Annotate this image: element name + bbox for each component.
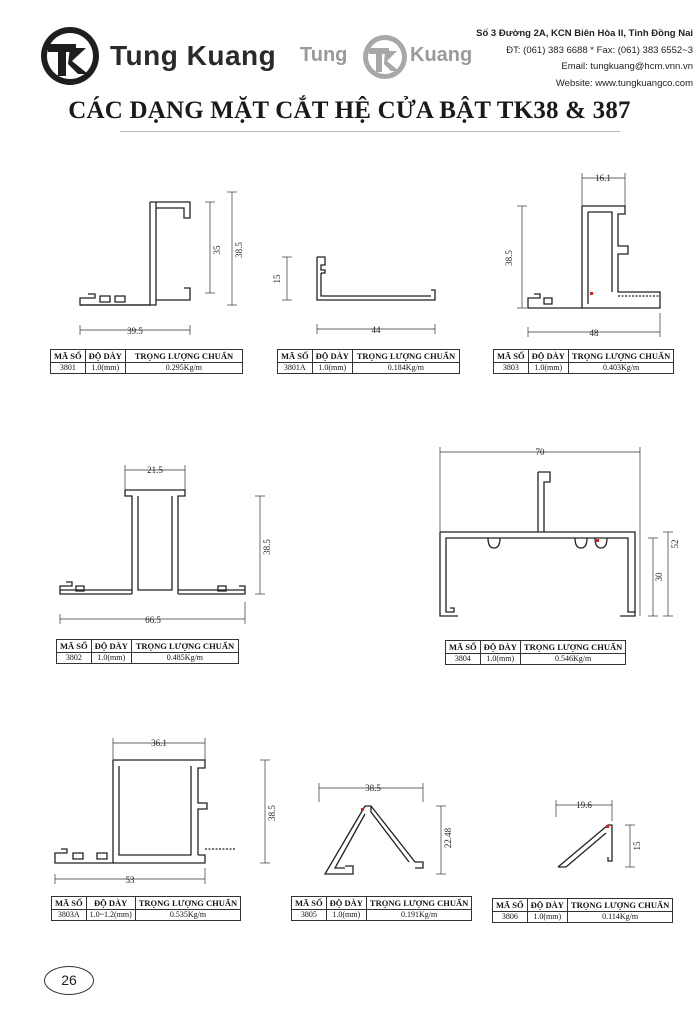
brand-name: Tung Kuang	[110, 40, 277, 71]
header-code: MÃ SỐ	[57, 640, 92, 653]
thickness-3802: 1.0(mm)	[91, 653, 131, 664]
code-3803a: 3803A	[52, 910, 87, 921]
profile-3805-drawing	[305, 778, 465, 893]
header-code: MÃ SỐ	[493, 899, 528, 912]
spec-table-3802	[56, 639, 239, 664]
company-email: Email: tungkuang@hcm.vnn.vn	[561, 61, 693, 72]
company-phone-fax: ĐT: (061) 383 6688 * Fax: (061) 383 6552~3	[506, 44, 693, 56]
header-code: MÃ SỐ	[278, 350, 313, 363]
spec-table-3805	[291, 896, 472, 921]
spec-table-3801	[50, 349, 243, 374]
spec-table-3801a	[277, 349, 460, 374]
dim-3806-height: 15	[632, 841, 642, 851]
watermark-right-text: Kuang	[410, 44, 473, 66]
code-3803: 3803	[494, 363, 529, 374]
code-3804: 3804	[446, 654, 481, 665]
header-weight: TRỌNG LƯỢNG CHUẨN	[366, 897, 471, 910]
profile-3801-drawing	[70, 190, 250, 340]
dim-3802-top-width: 21.5	[147, 465, 163, 475]
weight-3803: 0.403Kg/m	[568, 363, 673, 374]
dim-3802-height: 38.5	[262, 539, 272, 555]
profile-3802-drawing	[50, 462, 275, 632]
weight-3804: 0.546Kg/m	[520, 654, 625, 665]
header-weight: TRỌNG LƯỢNG CHUẨN	[352, 350, 459, 363]
dim-3805-height: 22.48	[443, 827, 453, 849]
dim-3804-total-height: 52	[670, 539, 680, 549]
thickness-3801a: 1.0(mm)	[312, 363, 352, 374]
thickness-3803a: 1.0~1.2(mm)	[86, 910, 135, 921]
thickness-3805: 1.0(mm)	[326, 910, 366, 921]
profile-3803-drawing	[500, 168, 680, 343]
spec-table-3803a	[51, 896, 241, 921]
thickness-3803: 1.0(mm)	[528, 363, 568, 374]
tk-watermark-icon	[362, 34, 408, 80]
watermark-left-text: Tung	[300, 44, 348, 66]
profile-3803a-drawing	[45, 733, 285, 893]
header-thickness: ĐỘ DÀY	[480, 641, 520, 654]
dim-3804-height: 30	[654, 572, 664, 582]
header-thickness: ĐỘ DÀY	[85, 350, 125, 363]
dim-3802-width: 66.5	[145, 615, 161, 625]
weight-3803a: 0.535Kg/m	[135, 910, 240, 921]
company-website: Website: www.tungkuangco.com	[555, 77, 693, 89]
header-code: MÃ SỐ	[292, 897, 327, 910]
code-3802: 3802	[57, 653, 92, 664]
dim-3801-total-height: 38.5	[234, 242, 244, 258]
profile-3801a-drawing	[272, 245, 450, 345]
header-weight: TRỌNG LƯỢNG CHUẨN	[131, 640, 238, 653]
tk-logo-icon	[40, 26, 100, 86]
dim-3803-width: 48	[589, 328, 599, 338]
weight-3806: 0.114Kg/m	[567, 912, 672, 923]
weight-3801a: 0.184Kg/m	[352, 363, 459, 374]
header-weight: TRỌNG LƯỢNG CHUẨN	[567, 899, 672, 912]
header-thickness: ĐỘ DÀY	[527, 899, 567, 912]
header-code: MÃ SỐ	[52, 897, 87, 910]
header-code: MÃ SỐ	[51, 350, 86, 363]
weight-3801: 0.295Kg/m	[125, 363, 242, 374]
header-thickness: ĐỘ DÀY	[528, 350, 568, 363]
code-3801: 3801	[51, 363, 86, 374]
header-weight: TRỌNG LƯỢNG CHUẨN	[520, 641, 625, 654]
dim-3803a-height: 38.5	[267, 805, 277, 821]
code-3806: 3806	[493, 912, 528, 923]
header-thickness: ĐỘ DÀY	[91, 640, 131, 653]
header-code: MÃ SỐ	[494, 350, 529, 363]
weight-3805: 0.191Kg/m	[366, 910, 471, 921]
dim-3803a-top-width: 36.1	[151, 738, 167, 748]
dim-3806-width: 19.6	[576, 800, 592, 810]
header-weight: TRỌNG LƯỢNG CHUẨN	[125, 350, 242, 363]
company-address: Số 3 Đường 2A, KCN Biên Hòa II, Tỉnh Đồng Nai	[476, 28, 693, 39]
header-thickness: ĐỘ DÀY	[86, 897, 135, 910]
profile-3806-drawing	[540, 795, 690, 895]
header-code: MÃ SỐ	[446, 641, 481, 654]
header-thickness: ĐỘ DÀY	[326, 897, 366, 910]
dim-3801-width: 39.5	[127, 326, 143, 336]
spec-table-3804	[445, 640, 626, 665]
dim-3801a-width: 44	[371, 325, 381, 335]
profile-3804-drawing	[430, 440, 680, 630]
code-3801a: 3801A	[278, 363, 313, 374]
dim-3803-top-width: 16.1	[595, 173, 611, 183]
company-logo	[40, 26, 285, 88]
thickness-3801: 1.0(mm)	[85, 363, 125, 374]
dim-3803a-width: 53	[125, 875, 135, 885]
dim-3803-height: 38.5	[504, 250, 514, 266]
header-weight: TRỌNG LƯỢNG CHUẨN	[135, 897, 240, 910]
code-3805: 3805	[292, 910, 327, 921]
page-number: 26	[44, 966, 94, 995]
title-divider	[120, 131, 620, 132]
dim-3804-width: 70	[535, 447, 545, 457]
spec-table-3803	[493, 349, 674, 374]
thickness-3804: 1.0(mm)	[480, 654, 520, 665]
dim-3801a-height: 15	[272, 274, 282, 284]
header-thickness: ĐỘ DÀY	[312, 350, 352, 363]
dim-3801-height: 35	[212, 245, 222, 255]
contact-block	[433, 26, 693, 92]
page-title: CÁC DẠNG MẶT CẮT HỆ CỬA BẬT TK38 & 387	[68, 97, 631, 124]
thickness-3806: 1.0(mm)	[527, 912, 567, 923]
dim-3805-width: 38.5	[365, 783, 381, 793]
weight-3802: 0.485Kg/m	[131, 653, 238, 664]
header-weight: TRỌNG LƯỢNG CHUẨN	[568, 350, 673, 363]
spec-table-3806	[492, 898, 673, 923]
